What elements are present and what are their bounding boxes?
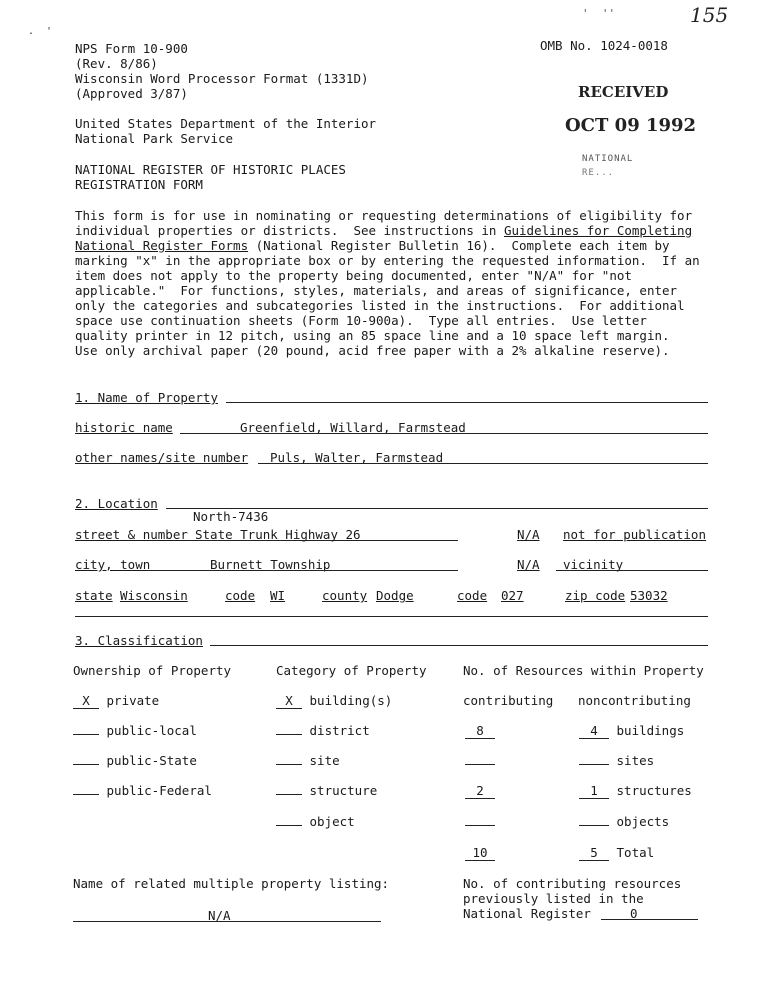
noncontributing-count: [579, 764, 609, 765]
category-site: [276, 753, 340, 768]
contributing-count: 10: [465, 845, 495, 861]
state-code-label: code: [225, 588, 256, 603]
stamp-date: OCT 09 1992: [565, 115, 697, 136]
section-1-heading: 1. Name of Property: [75, 390, 218, 405]
intro-text-3: (National Register Bulletin 16). Complete each item by marking "x" in the appropriate box or by entering the requested information. If an item does not apply to the property being documented, enter "N/A" for "not applicable." For functions, styles, materials, and areas of significance, enter only the categories and subcategories listed in the instructions. For additional space use continuation sheets (Form 10-900a). Type all entries. Use letter quality printer in 12 pitch, using an 85 space line and a 10 space left margin. Use only archival paper (20 pound, acid free paper with a 2% alkaline reserve).: [75, 238, 700, 358]
city-label: city, town: [75, 557, 151, 572]
related-listing-label: Name of related multiple property listing:: [73, 876, 390, 891]
form-title-line-2: REGISTRATION FORM: [75, 177, 203, 192]
category-label: structure: [309, 783, 378, 798]
category-heading: Category of Property: [276, 663, 427, 678]
category-district: [276, 723, 370, 738]
street-value: State Trunk Highway 26: [195, 527, 361, 542]
stamp-received: RECEIVED: [578, 83, 669, 101]
handwritten-number: 155: [690, 3, 729, 27]
previously-listed-value: 0: [630, 906, 638, 921]
category-mark: [276, 794, 302, 795]
category-label: district: [309, 723, 370, 738]
county-code-value: 027: [501, 588, 524, 603]
county-value: Dodge: [376, 588, 414, 603]
ownership-public-local: [73, 723, 197, 738]
handwritten-mark: ' '': [582, 7, 616, 20]
ownership-label: public-local: [106, 723, 197, 738]
contributing-count: 8: [465, 723, 495, 739]
contributing-heading: contributing: [463, 693, 554, 708]
guidelines-link-1: Guidelines for Completing: [503, 223, 693, 238]
omb-number: OMB No. 1024-0018: [540, 38, 668, 53]
ownership-public-federal: [73, 783, 212, 798]
resource-row-objects: [465, 814, 669, 829]
form-title-line-1: NATIONAL REGISTER OF HISTORIC PLACES: [75, 162, 346, 177]
ownership-mark: [73, 794, 99, 795]
section-1-rule: [226, 402, 708, 403]
noncontributing-heading: noncontributing: [578, 693, 691, 708]
not-for-publication-label: not for publication: [563, 527, 706, 542]
previously-listed-rule: [601, 919, 698, 920]
zip-value: 53032: [630, 588, 668, 603]
ownership-label: public-Federal: [106, 783, 212, 798]
vicinity-label: vicinity: [563, 557, 624, 572]
contributing-count: [465, 764, 495, 765]
city-value: Burnett Township: [210, 557, 331, 572]
category-mark: [276, 764, 302, 765]
resource-label: sites: [616, 753, 655, 768]
street-number-above: North-7436: [193, 509, 269, 524]
resource-label: buildings: [616, 723, 685, 738]
previously-listed-label: National Register: [463, 906, 591, 921]
section-3-heading: 3. Classification: [75, 633, 203, 648]
vicinity-rule: [556, 570, 708, 571]
other-names-rule: [258, 463, 708, 464]
noncontributing-count: 5: [579, 845, 609, 861]
section-2-heading: 2. Location: [75, 496, 158, 511]
category-building: [276, 693, 392, 709]
resource-row-total: [465, 845, 654, 861]
county-label: county: [322, 588, 368, 603]
ownership-private: [73, 693, 159, 709]
intro-text-1: This form is for use in nominating or requesting determinations of eligibility for individual properties or districts. See instructions in: [75, 208, 693, 238]
zip-label: zip code: [565, 588, 626, 603]
category-mark: [276, 825, 302, 826]
form-id-line-4: (Approved 3/87): [75, 86, 188, 101]
resource-label: Total: [616, 845, 655, 860]
department-line-2: National Park Service: [75, 131, 234, 146]
previously-listed-line-2: previously listed in the: [463, 891, 644, 906]
previously-listed-line-1: No. of contributing resources: [463, 876, 682, 891]
city-rule: [148, 570, 458, 571]
ownership-mark: [73, 764, 99, 765]
category-mark: [276, 734, 302, 735]
ownership-heading: Ownership of Property: [73, 663, 232, 678]
vicinity-value: N/A: [517, 557, 540, 572]
form-id-line-1: NPS Form 10-900: [75, 41, 188, 56]
category-structure: [276, 783, 377, 798]
noncontributing-count: 1: [579, 783, 609, 799]
resource-row-structures: [465, 783, 692, 799]
historic-name-value: Greenfield, Willard, Farmstead: [240, 420, 466, 435]
form-id-line-3: Wisconsin Word Processor Format (1331D): [75, 71, 369, 86]
ownership-label: private: [106, 693, 160, 708]
section-2-end-rule: [75, 616, 708, 617]
resource-label: objects: [616, 814, 670, 829]
other-names-value: Puls, Walter, Farmstead: [270, 450, 444, 465]
resource-row-buildings: [465, 723, 684, 739]
instructions-paragraph: [75, 208, 725, 358]
category-label: object: [309, 814, 355, 829]
state-code-value: WI: [270, 588, 286, 603]
category-label: building(s): [309, 693, 393, 708]
state-value: Wisconsin: [120, 588, 188, 603]
state-label: state: [75, 588, 113, 603]
stamp-line-3: NATIONAL: [582, 154, 634, 164]
guidelines-link-2: National Register Forms: [75, 238, 249, 253]
category-mark: X: [276, 693, 302, 709]
related-listing-value: N/A: [208, 908, 231, 923]
ownership-mark: [73, 734, 99, 735]
historic-name-label: historic name: [75, 420, 173, 435]
resource-label: structures: [616, 783, 692, 798]
ownership-label: public-State: [106, 753, 197, 768]
contributing-count: 2: [465, 783, 495, 799]
resources-heading: No. of Resources within Property: [463, 663, 704, 678]
contributing-count: [465, 825, 495, 826]
other-names-label: other names/site number: [75, 450, 249, 465]
section-3-rule: [210, 645, 708, 646]
not-for-publication-value: N/A: [517, 527, 540, 542]
resource-row-sites: [465, 753, 654, 768]
department-line-1: United States Department of the Interior: [75, 116, 377, 131]
ownership-mark: X: [73, 693, 99, 709]
related-listing-rule: [73, 921, 381, 922]
historic-name-rule: [180, 433, 708, 434]
noncontributing-count: 4: [579, 723, 609, 739]
county-code-label: code: [457, 588, 488, 603]
scan-specks: . ': [28, 26, 53, 37]
form-id-line-2: (Rev. 8/86): [75, 56, 158, 71]
category-label: site: [309, 753, 340, 768]
stamp-line-4: RE...: [582, 168, 615, 178]
noncontributing-count: [579, 825, 609, 826]
street-rule: [186, 540, 458, 541]
ownership-public-state: [73, 753, 197, 768]
street-label: street & number: [75, 527, 188, 542]
category-object: [276, 814, 355, 829]
